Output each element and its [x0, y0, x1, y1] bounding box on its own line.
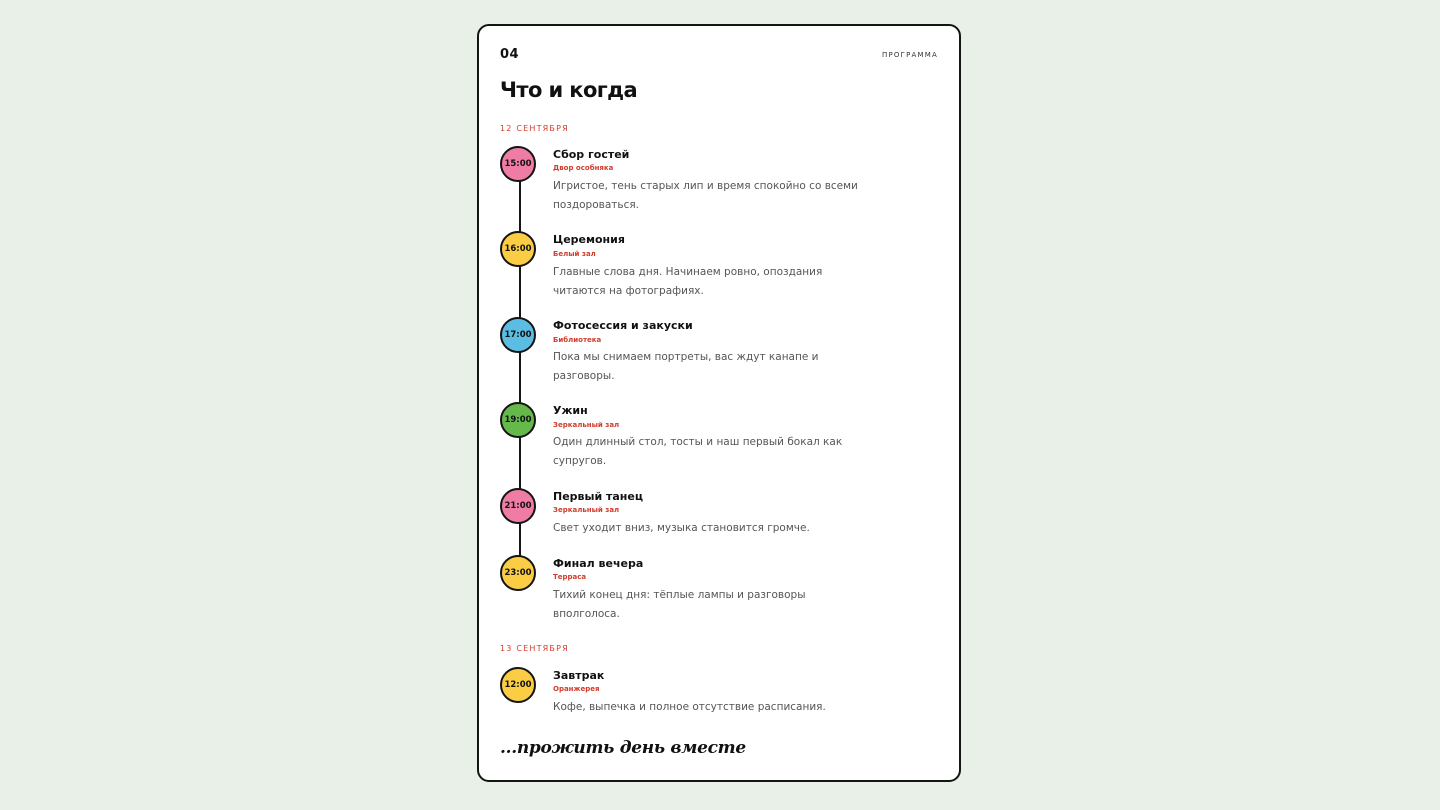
- program-card: [477, 24, 961, 782]
- event-title: Сбор гостей: [553, 148, 630, 161]
- time-circle: 21:00: [500, 488, 536, 524]
- event-place: Зеркальный зал: [553, 421, 620, 429]
- event-description: Главные слова дня. Начинаем ровно, опоздания читаются на фотографиях.: [553, 266, 823, 297]
- event-place: Терраса: [553, 573, 587, 581]
- time-circle: 19:00: [500, 402, 536, 438]
- event-place: Двор особняка: [553, 164, 614, 172]
- day-label: 13 СЕНТЯБРЯ: [500, 644, 569, 653]
- day-label: 12 СЕНТЯБРЯ: [500, 124, 569, 133]
- time-circle: 23:00: [500, 555, 536, 591]
- event-place: Оранжерея: [553, 685, 600, 693]
- event-title: Финал вечера: [553, 557, 644, 570]
- event-title: Фотосессия и закуски: [553, 319, 693, 332]
- time-circle: 12:00: [500, 667, 536, 703]
- page-number: 04: [500, 47, 520, 62]
- time-circle: 17:00: [500, 317, 536, 353]
- event-title: Церемония: [553, 233, 625, 246]
- event-description: Один длинный стол, тосты и наш первый бокал как супругов.: [553, 436, 843, 467]
- section-label: ПРОГРАММА: [882, 51, 938, 59]
- event-title: Завтрак: [553, 669, 605, 682]
- event-title: Ужин: [553, 404, 588, 417]
- event-place: Зеркальный зал: [553, 506, 620, 514]
- event-place: Белый зал: [553, 250, 596, 258]
- time-circle: 16:00: [500, 231, 536, 267]
- event-description: Кофе, выпечка и полное отсутствие расписания.: [553, 701, 826, 713]
- page-title: Что и когда: [500, 78, 638, 102]
- event-description: Пока мы снимаем портреты, вас ждут канапе и разговоры.: [553, 351, 819, 382]
- tagline: ...прожить день вместе: [500, 738, 746, 758]
- time-circle: 15:00: [500, 146, 536, 182]
- event-title: Первый танец: [553, 490, 643, 503]
- event-place: Библиотека: [553, 336, 602, 344]
- event-description: Тихий конец дня: тёплые лампы и разговоры вполголоса.: [553, 589, 806, 620]
- event-description: Игристое, тень старых лип и время спокойно со всеми поздороваться.: [553, 180, 858, 211]
- event-description: Свет уходит вниз, музыка становится громче.: [553, 522, 810, 534]
